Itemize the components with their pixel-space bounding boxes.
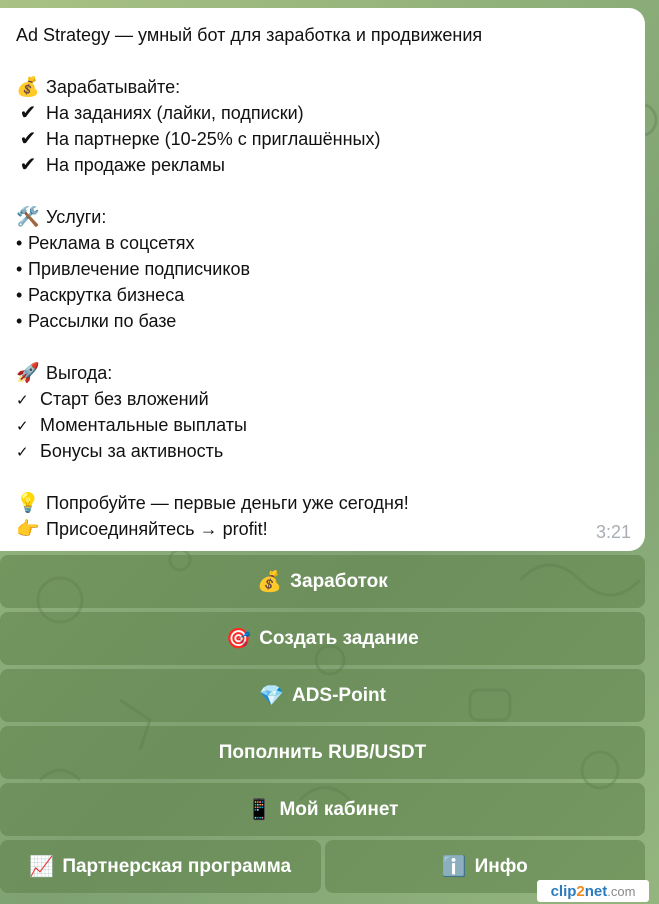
- partner-program-button[interactable]: 📈 Партнерская программа: [0, 840, 321, 893]
- mobile-phone-icon: 📱: [246, 799, 272, 821]
- heavy-check-icon: ✔: [19, 154, 37, 176]
- services-item: • Реклама в соцсетях: [16, 230, 629, 256]
- check-icon: ✓: [16, 392, 29, 409]
- cta-line-1: 💡 Попробуйте — первые деньги уже сегодня!: [16, 490, 629, 516]
- heavy-check-icon: ✔: [19, 102, 37, 124]
- benefit-item: ✓ Бонусы за активность: [16, 438, 629, 464]
- benefit-item: ✓ Старт без вложений: [16, 386, 629, 412]
- info-icon: ℹ️: [441, 856, 467, 878]
- bot-message-bubble: [0, 8, 645, 551]
- bullet-icon: •: [16, 285, 23, 305]
- bullet-icon: •: [16, 233, 23, 253]
- rocket-icon: 🚀: [16, 363, 40, 384]
- earn-heading: Зарабатывайте:: [46, 77, 181, 97]
- target-icon: 🎯: [226, 628, 252, 650]
- message-title: Ad Strategy — умный бот для заработка и продвижения: [16, 25, 483, 45]
- heavy-check-icon: ✔: [19, 128, 37, 150]
- message-timestamp: 3:21: [595, 522, 631, 542]
- create-task-button[interactable]: 🎯 Создать задание: [0, 612, 645, 665]
- pointing-hand-icon: 👉: [16, 519, 40, 540]
- bullet-icon: •: [16, 259, 23, 279]
- keyboard-row-2: [0, 612, 645, 665]
- chart-increasing-icon: 📈: [29, 856, 55, 878]
- tools-icon: 🛠️: [16, 207, 40, 228]
- light-bulb-icon: 💡: [16, 493, 40, 514]
- earn-item: ✔ На партнерке (10-25% с приглашённых): [16, 126, 629, 152]
- benefit-heading-row: [16, 360, 629, 386]
- services-item: • Раскрутка бизнеса: [16, 282, 629, 308]
- clip2net-watermark: clip 2 net .com: [537, 880, 649, 902]
- top-up-button[interactable]: Пополнить RUB/USDT: [0, 726, 645, 779]
- keyboard-row-3: [0, 669, 645, 722]
- money-bag-icon: 💰: [257, 571, 283, 593]
- my-cabinet-button[interactable]: 📱 Мой кабинет: [0, 783, 645, 836]
- services-item: • Рассылки по базе: [16, 308, 629, 334]
- earn-heading-row: [16, 74, 629, 100]
- keyboard-row-4: [0, 726, 645, 779]
- benefit-item: ✓ Моментальные выплаты: [16, 412, 629, 438]
- info-button[interactable]: ℹ️ Инфо: [325, 840, 646, 893]
- earn-item: ✔ На заданиях (лайки, подписки): [16, 100, 629, 126]
- services-item: • Привлечение подписчиков: [16, 256, 629, 282]
- cta-line-2: 👉 Присоединяйтесь → profit!: [16, 516, 629, 542]
- money-bag-icon: 💰: [16, 77, 40, 98]
- services-heading: Услуги:: [46, 207, 107, 227]
- earn-item: ✔ На продаже рекламы: [16, 152, 629, 178]
- keyboard-row-1: [0, 555, 645, 608]
- benefit-heading: Выгода:: [46, 363, 113, 383]
- check-icon: ✓: [16, 444, 29, 461]
- ads-point-button[interactable]: 💎 ADS-Point: [0, 669, 645, 722]
- check-icon: ✓: [16, 418, 29, 435]
- bullet-icon: •: [16, 311, 23, 331]
- keyboard-row-5: [0, 783, 645, 836]
- services-heading-row: [16, 204, 629, 230]
- earnings-button[interactable]: 💰 Заработок: [0, 555, 645, 608]
- gem-icon: 💎: [259, 685, 284, 707]
